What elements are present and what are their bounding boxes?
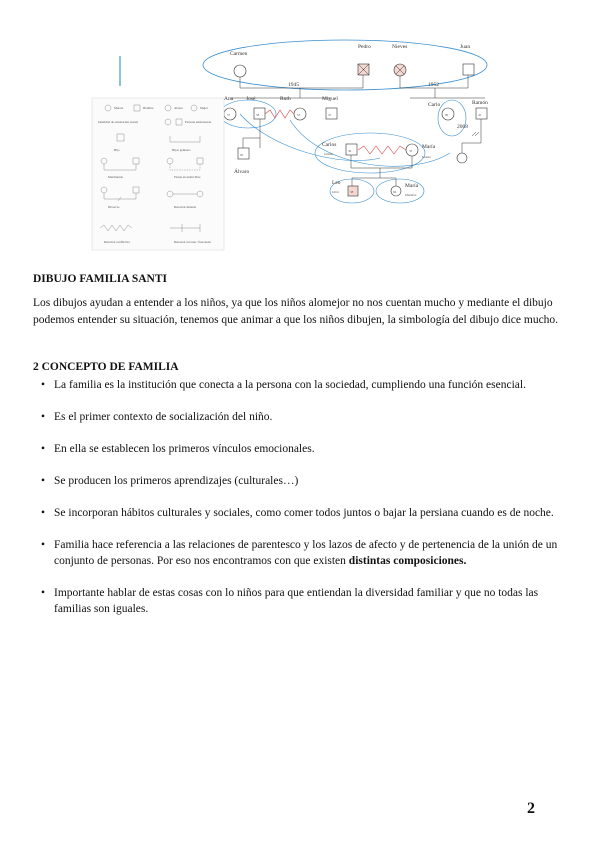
emphasis-text: distintas composiciones. [348, 555, 467, 567]
svg-text:Relación conflictiva: Relación conflictiva [104, 240, 130, 244]
genogram-figure [90, 28, 510, 253]
juan-symbol [463, 64, 474, 75]
svg-text:Muerte: Muerte [114, 106, 124, 110]
family-concept-list [33, 377, 573, 633]
ramon-child-symbol [457, 153, 467, 163]
svg-text:Monzó: Monzó [422, 155, 432, 159]
name-juan: Juan [460, 44, 471, 50]
family-concept-heading: 2 CONCEPTO DE FAMILIA [33, 361, 179, 373]
svg-text:95: 95 [240, 153, 244, 157]
conflict-line-top [265, 110, 294, 118]
svg-text:57: 57 [227, 113, 231, 117]
svg-text:58: 58 [256, 113, 260, 117]
name-jose: José [246, 96, 256, 102]
svg-text:36: 36 [348, 149, 352, 153]
svg-text:Juliano: Juliano [324, 152, 334, 156]
svg-text:Persona embarazada: Persona embarazada [185, 120, 212, 124]
name-nieves: Nieves [392, 44, 408, 50]
svg-text:Aborto: Aborto [174, 106, 184, 110]
name-pedro: Pedro [358, 44, 371, 50]
list-item: • Es el primer contexto de socialización del niño. [41, 411, 273, 423]
svg-text:Pareja en unión libre: Pareja en unión libre [174, 175, 201, 179]
svg-text:Mujer: Mujer [200, 106, 208, 110]
svg-text:53: 53 [297, 113, 301, 117]
svg-text:90: 90 [445, 113, 449, 117]
name-carlo: Carlo [428, 102, 441, 108]
name-ana: Ana [224, 96, 234, 102]
list-item: • Familia hace referencia a las relaciones de parentesco y los lazos de afecto y de pertenencia de la unión de un conjunto de personas. Por eso nos encontramos con que existen distintas composiciones. [41, 539, 558, 567]
list-item: • Se producen los primeros aprendizajes (culturales…) [41, 475, 299, 487]
carmen-symbol [234, 65, 246, 77]
drawing-section-title: DIBUJO FAMILIA SANTI [33, 273, 167, 285]
svg-text:Hombre: Hombre [143, 106, 154, 110]
year-1945: 1945 [288, 82, 299, 88]
svg-text:Relación distante: Relación distante [174, 205, 197, 209]
name-maria-child: María [405, 183, 419, 189]
svg-text:Matrimonio: Matrimonio [108, 175, 124, 179]
name-leo: Leo [332, 180, 341, 186]
svg-text:38: 38 [350, 190, 354, 194]
name-miguel: Miguel [322, 96, 338, 102]
svg-text:Ichid: Ichid [332, 190, 339, 194]
svg-text:45: 45 [478, 113, 482, 117]
grandparents-ellipse [203, 40, 487, 90]
name-alvaro: Álvaro [234, 169, 250, 175]
svg-text:Hijos gemelos: Hijos gemelos [172, 148, 191, 152]
svg-text:47: 47 [328, 113, 332, 117]
page-number: 2 [527, 800, 535, 817]
name-ramon: Ramón [472, 100, 488, 106]
list-item: • Importante hablar de estas cosas con lo niños para que entiendan la diversidad familiar y que no todas las familias son iguales. [41, 587, 539, 615]
name-carlos: Carlos [322, 142, 337, 148]
svg-text:84: 84 [393, 190, 397, 194]
year-1952: 1952 [428, 82, 439, 88]
name-ruth: Ruth [280, 96, 291, 102]
name-maria: María [422, 144, 436, 150]
list-item: • Se incorporan hábitos culturales y sociales, como comer todos juntos o bajar la persiana cuando es de noche. [41, 507, 554, 519]
genogram-drawing [90, 28, 510, 253]
svg-text:Relación cercana / fusionada: Relación cercana / fusionada [174, 240, 211, 244]
svg-text:Identidad de orientación sexua: Identidad de orientación sexual [98, 120, 138, 124]
legend-card [92, 98, 224, 250]
svg-text:35: 35 [409, 149, 413, 153]
conflict-line-middle [358, 146, 406, 154]
year-2008: 2008 [457, 124, 468, 130]
svg-text:Divorcio: Divorcio [108, 205, 120, 209]
intro-paragraph: Los dibujos ayudan a entender a los niños, ya que los niños alomejor no nos cuentan mucho y mediante el dibujo podemos entender su situación, tenemos que animar a que los niños dibujen, la simbología del dibujo dice mucho. [33, 297, 559, 326]
list-item: • En ella se establecen los primeros vínculos emocionales. [41, 443, 315, 455]
name-carmen: Carmen [230, 51, 248, 57]
svg-text:Hijo: Hijo [114, 148, 120, 152]
svg-text:Malaifex: Malaifex [405, 193, 417, 197]
list-item: • La familia es la institución que conecta a la persona con la sociedad, cumpliendo una función esencial. [41, 379, 526, 391]
